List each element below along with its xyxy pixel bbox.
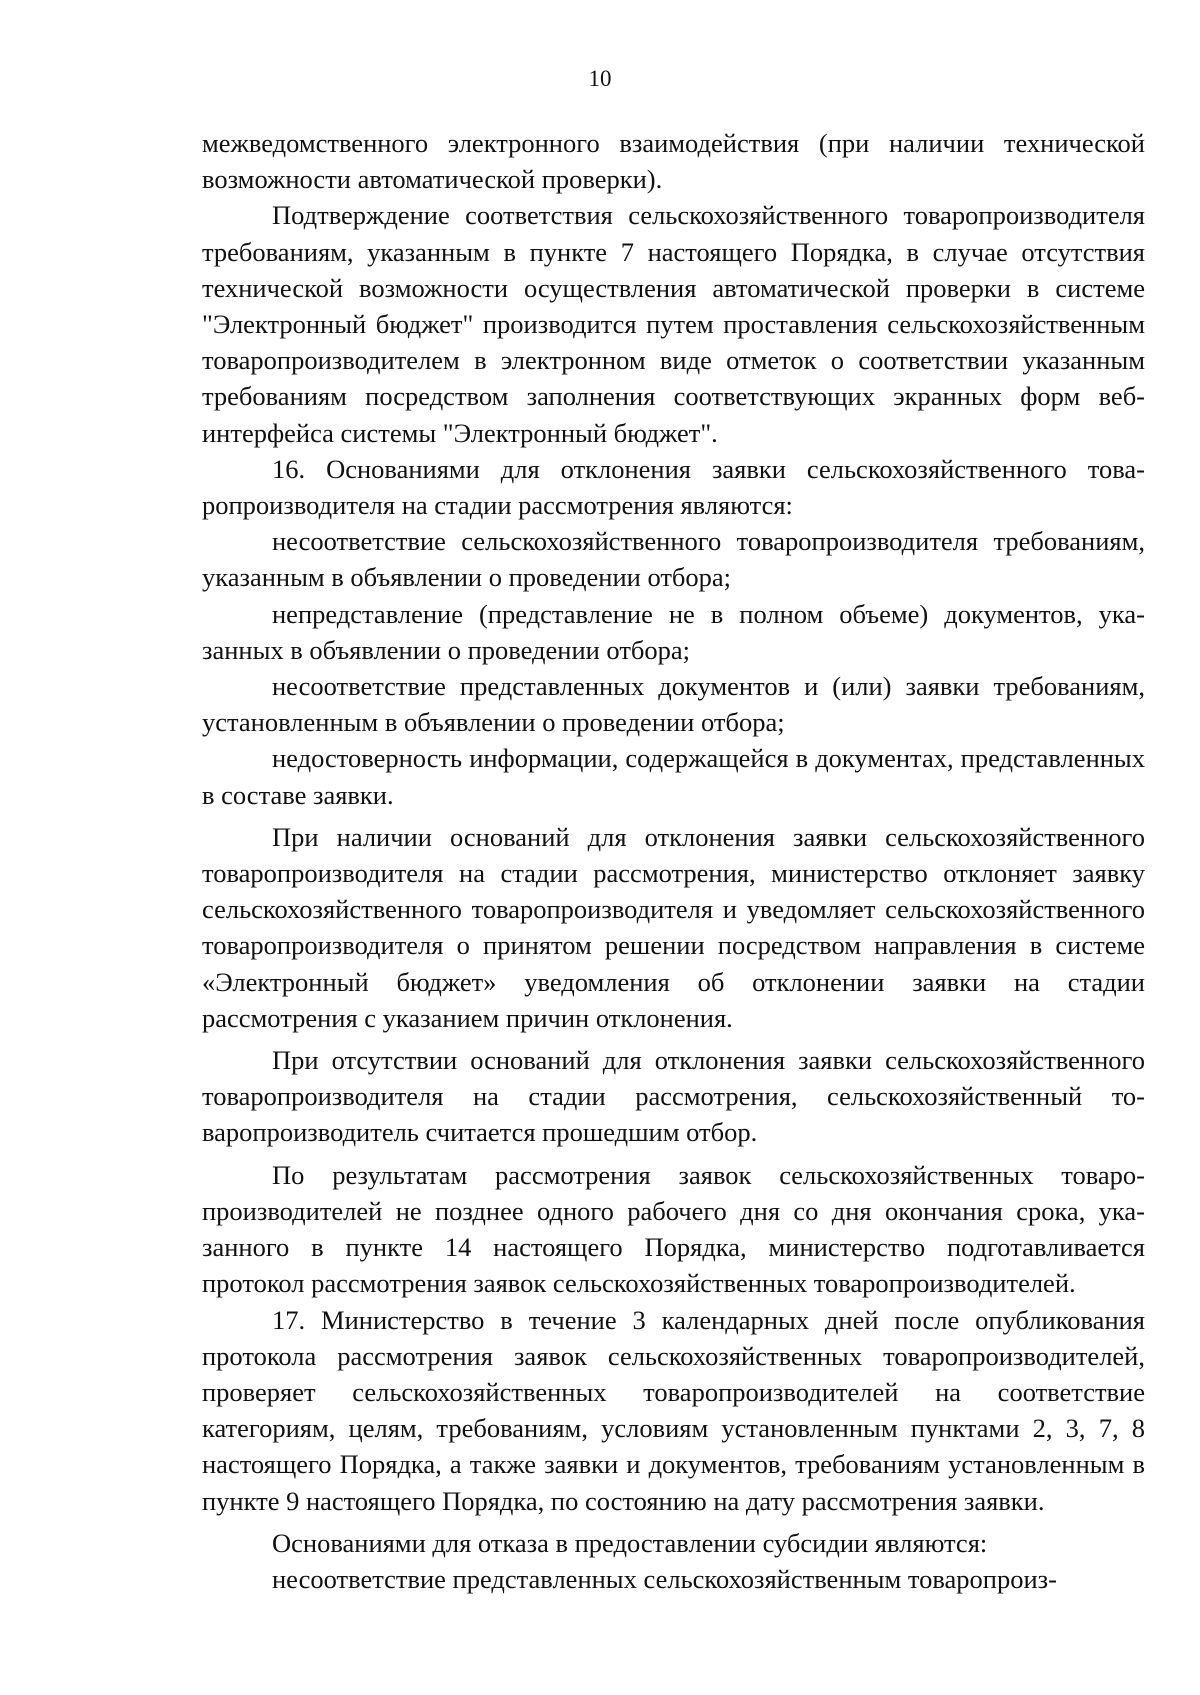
paragraph-refusal-1: несоответствие представленных сельскохозяйственным товаропроиз- <box>272 1563 1057 1594</box>
paragraph-confirmation: Подтверждение соответствия сельскохозяйственного товаропроизводителя требованиям, указанным в пункте 7 настоящего Порядка, в случае отсутствия технической возможности осуществления автоматической проверки в системе "Электронный бюджет" производится путем проставления сельскохозяйственным товаропроизводителем в электронном виде отметок о соответствии указанным требованиям посредством заполнения соответствующих экранных форм веб-интерфейса системы "Электронный бюджет". <box>202 200 1145 448</box>
paragraph-refusal-grounds: Основаниями для отказа в предоставлении субсидии являются: <box>272 1527 988 1558</box>
paragraph-ground-4: недостоверность информации, содержащейся в документах, представленных в составе заявки. <box>202 743 1145 810</box>
paragraph-rejection: При наличии оснований для отклонения заявки сельскохозяйственного товаропроизводителя на стадии рассмотрения, министерство отклоняет заявку сельскохозяйственного товаропроизводителя и уведомляет сельскохозяйственного товаропроизводителя о принятом решении посредством направления в системе «Электронный бюджет» уведомления об отклонении заявки на стадии рассмотрения с указанием причин отклонения. <box>202 821 1145 1033</box>
document-body <box>202 125 1145 1597</box>
paragraph-ground-3: несоответствие представленных документов и (или) заявки требованиям, установленным в объявлении о проведении отбора; <box>202 671 1145 738</box>
paragraph-item-17: 17. Министерство в течение 3 календарных дней после опубликования протокола рассмотрения заявок сельскохозяйственных товаропроизводителей, проверяет сельскохозяйственных товаропроизводителей на соответствие категориям, целям, требованиям, условиям установленным пунктами 2, 3, 7, 8 настоящего Порядка, а также заявки и документов, требованиям установленным в пункте 9 настоящего Порядка, по состоянию на дату рассмотрения заявки. <box>202 1304 1145 1516</box>
paragraph-protocol: По результатам рассмотрения заявок сельскохозяйственных товаропроизводителей не позднее одного рабочего дня со дня окончания срока, указанного в пункте 14 настоящего Порядка, министерство подготавливается протокол рассмотрения заявок сельскохозяйственных товаропроизводителей. <box>202 1159 1145 1299</box>
page-number: 10 <box>588 66 612 91</box>
paragraph-ground-2: непредставление (представление не в полном объеме) документов, указанных в объявлении о проведении отбора; <box>202 598 1145 665</box>
paragraph-ground-1: несоответствие сельскохозяйственного товаропроизводителя требованиям, указанным в объявлении о проведении отбора; <box>202 526 1145 593</box>
paragraph-no-rejection: При отсутствии оснований для отклонения заявки сельскохозяйственного товаропроизводителя на стадии рассмотрения, сельскохозяйственный товаропроизводитель считается прошедшим отбор. <box>202 1045 1145 1148</box>
paragraph-item-16: 16. Основаниями для отклонения заявки сельскохозяйственного товаропроизводителя на стадии рассмотрения являются: <box>202 453 1145 521</box>
paragraph-continuation: межведомственного электронного взаимодействия (при наличии технической возможности автоматической проверки). <box>202 128 1145 195</box>
